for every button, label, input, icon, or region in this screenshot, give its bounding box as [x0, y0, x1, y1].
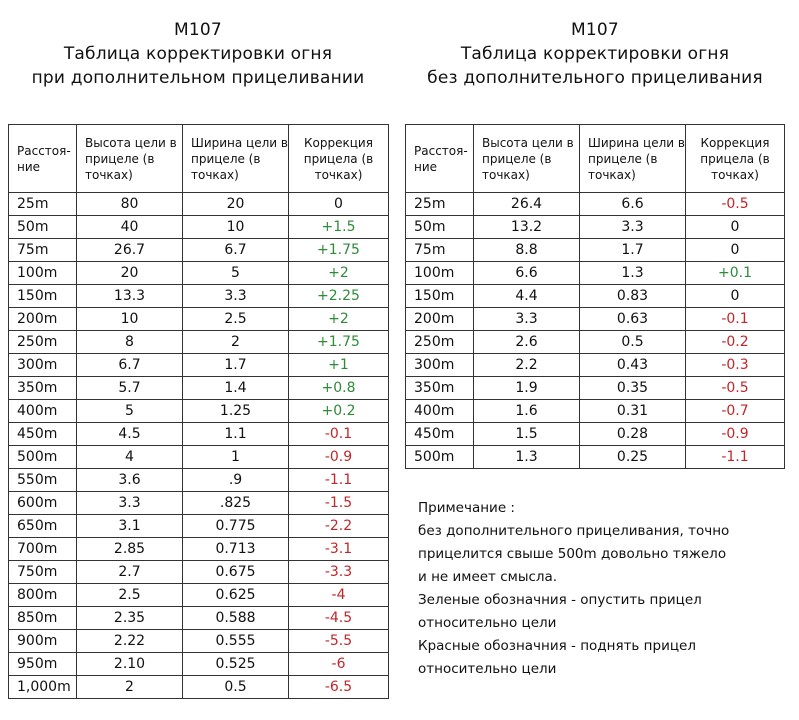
- cell-target-width: 0.31: [580, 400, 686, 423]
- table-row: [406, 446, 785, 469]
- left-subtitle-2: при дополнительном прицеливании: [31, 68, 365, 88]
- cell-target-height: 13.3: [77, 285, 183, 308]
- cell-target-height: 8.8: [474, 239, 580, 262]
- table-row: [406, 423, 785, 446]
- cell-distance: 750m: [9, 561, 77, 584]
- cell-target-height: 2.22: [77, 630, 183, 653]
- cell-distance: 250m: [406, 331, 474, 354]
- cell-correction: -5.5: [289, 630, 389, 653]
- cell-target-width: 1.7: [183, 354, 289, 377]
- table-row: [9, 308, 389, 331]
- table-row: [9, 676, 389, 699]
- cell-distance: 150m: [9, 285, 77, 308]
- cell-correction: -0.9: [289, 446, 389, 469]
- cell-target-width: 6.6: [580, 193, 686, 216]
- table-row: [406, 331, 785, 354]
- table-row: [9, 584, 389, 607]
- table-row: [406, 308, 785, 331]
- cell-target-height: 6.7: [77, 354, 183, 377]
- cell-distance: 50m: [9, 216, 77, 239]
- cell-target-width: 0.713: [183, 538, 289, 561]
- cell-correction: -6: [289, 653, 389, 676]
- cell-distance: 700m: [9, 538, 77, 561]
- note-line: и не имеет смысла.: [418, 569, 558, 585]
- cell-target-height: 2.35: [77, 607, 183, 630]
- cell-target-height: 26.7: [77, 239, 183, 262]
- cell-correction: 0: [686, 285, 785, 308]
- cell-distance: 450m: [406, 423, 474, 446]
- cell-target-height: 3.6: [77, 469, 183, 492]
- cell-distance: 800m: [9, 584, 77, 607]
- header-distance: Расстоя-ние: [9, 125, 77, 193]
- cell-distance: 350m: [406, 377, 474, 400]
- cell-target-height: 1.3: [474, 446, 580, 469]
- cell-distance: 900m: [9, 630, 77, 653]
- cell-distance: 75m: [9, 239, 77, 262]
- cell-correction: +0.2: [289, 400, 389, 423]
- right-panel: [405, 0, 785, 465]
- cell-distance: 550m: [9, 469, 77, 492]
- cell-target-width: 5: [183, 262, 289, 285]
- cell-distance: 600m: [9, 492, 77, 515]
- cell-correction: -6.5: [289, 676, 389, 699]
- cell-target-width: 1: [183, 446, 289, 469]
- header-correction: Коррекция прицела (в точках): [289, 125, 389, 193]
- table-row: [406, 377, 785, 400]
- note-line: относительно цели: [418, 615, 557, 631]
- right-title: M107: [571, 20, 619, 40]
- table-row: [9, 538, 389, 561]
- cell-distance: 25m: [9, 193, 77, 216]
- cell-distance: 100m: [406, 262, 474, 285]
- cell-target-height: 6.6: [474, 262, 580, 285]
- cell-correction: -0.1: [686, 308, 785, 331]
- cell-correction: -0.7: [686, 400, 785, 423]
- table-row: [9, 630, 389, 653]
- cell-target-width: 0.25: [580, 446, 686, 469]
- cell-target-height: 10: [77, 308, 183, 331]
- table-row: [9, 607, 389, 630]
- cell-target-height: 2.10: [77, 653, 183, 676]
- right-heading: [405, 18, 785, 90]
- table-row: [9, 653, 389, 676]
- table-row: [9, 193, 389, 216]
- cell-distance: 75m: [406, 239, 474, 262]
- cell-target-width: 0.63: [580, 308, 686, 331]
- cell-correction: -1.1: [686, 446, 785, 469]
- cell-correction: 0: [686, 239, 785, 262]
- cell-target-width: 0.5: [580, 331, 686, 354]
- cell-target-height: 5: [77, 400, 183, 423]
- cell-correction: +1: [289, 354, 389, 377]
- left-title: M107: [174, 20, 222, 40]
- cell-correction: -4.5: [289, 607, 389, 630]
- cell-target-height: 2: [77, 676, 183, 699]
- cell-target-height: 2.5: [77, 584, 183, 607]
- cell-correction: +2.25: [289, 285, 389, 308]
- table-row: [9, 285, 389, 308]
- cell-distance: 50m: [406, 216, 474, 239]
- header-target-width: Ширина цели в прицеле (в точках): [183, 125, 289, 193]
- cell-distance: 25m: [406, 193, 474, 216]
- cell-target-width: 1.25: [183, 400, 289, 423]
- cell-target-height: 1.6: [474, 400, 580, 423]
- cell-correction: -4: [289, 584, 389, 607]
- cell-target-height: 3.3: [474, 308, 580, 331]
- cell-distance: 100m: [9, 262, 77, 285]
- table-row: [9, 354, 389, 377]
- cell-target-width: 20: [183, 193, 289, 216]
- cell-target-height: 4: [77, 446, 183, 469]
- table-row: [9, 262, 389, 285]
- cell-target-width: 0.525: [183, 653, 289, 676]
- cell-target-width: 1.7: [580, 239, 686, 262]
- cell-target-width: 0.555: [183, 630, 289, 653]
- cell-distance: 650m: [9, 515, 77, 538]
- cell-distance: 200m: [406, 308, 474, 331]
- table-row: [9, 239, 389, 262]
- cell-distance: 1,000m: [9, 676, 77, 699]
- table-row: [9, 492, 389, 515]
- cell-target-width: 3.3: [183, 285, 289, 308]
- cell-correction: -2.2: [289, 515, 389, 538]
- table-row: [9, 331, 389, 354]
- cell-correction: +0.1: [686, 262, 785, 285]
- cell-target-height: 13.2: [474, 216, 580, 239]
- cell-target-width: 0.5: [183, 676, 289, 699]
- cell-distance: 300m: [406, 354, 474, 377]
- cell-target-width: 0.28: [580, 423, 686, 446]
- cell-correction: -0.5: [686, 377, 785, 400]
- cell-target-height: 3.1: [77, 515, 183, 538]
- cell-target-width: 2.5: [183, 308, 289, 331]
- table-row: [406, 216, 785, 239]
- cell-distance: 350m: [9, 377, 77, 400]
- table-row: [9, 400, 389, 423]
- note-line: без дополнительного прицеливания, точно: [418, 523, 730, 539]
- left-header-row: [9, 125, 389, 193]
- cell-target-height: 1.5: [474, 423, 580, 446]
- table-row: [9, 561, 389, 584]
- cell-target-width: 6.7: [183, 239, 289, 262]
- cell-target-width: .825: [183, 492, 289, 515]
- cell-distance: 200m: [9, 308, 77, 331]
- cell-distance: 850m: [9, 607, 77, 630]
- cell-correction: -0.2: [686, 331, 785, 354]
- cell-target-width: .9: [183, 469, 289, 492]
- cell-correction: -1.1: [289, 469, 389, 492]
- header-distance: Расстоя-ние: [406, 125, 474, 193]
- cell-correction: -0.1: [289, 423, 389, 446]
- left-table-body: [9, 193, 389, 699]
- table-row: [9, 216, 389, 239]
- right-header-row: [406, 125, 785, 193]
- cell-target-height: 3.3: [77, 492, 183, 515]
- note-line: Красные обозначния - поднять прицел: [418, 638, 696, 654]
- cell-target-width: 1.4: [183, 377, 289, 400]
- cell-distance: 300m: [9, 354, 77, 377]
- left-panel: [8, 0, 388, 695]
- table-row: [9, 469, 389, 492]
- cell-correction: +0.8: [289, 377, 389, 400]
- cell-target-width: 0.775: [183, 515, 289, 538]
- cell-correction: -0.5: [686, 193, 785, 216]
- cell-correction: 0: [686, 216, 785, 239]
- right-table: [405, 124, 785, 469]
- cell-target-height: 5.7: [77, 377, 183, 400]
- cell-correction: -1.5: [289, 492, 389, 515]
- cell-target-height: 80: [77, 193, 183, 216]
- note-line: прицелится свыше 500m довольно тяжело: [418, 546, 727, 562]
- cell-target-height: 4.5: [77, 423, 183, 446]
- cell-distance: 150m: [406, 285, 474, 308]
- cell-target-width: 0.625: [183, 584, 289, 607]
- cell-correction: -3.3: [289, 561, 389, 584]
- header-target-height: Высота цели в прицеле (в точках): [474, 125, 580, 193]
- cell-target-width: 2: [183, 331, 289, 354]
- cell-target-height: 2.7: [77, 561, 183, 584]
- cell-distance: 400m: [9, 400, 77, 423]
- cell-target-width: 1.3: [580, 262, 686, 285]
- cell-target-width: 0.588: [183, 607, 289, 630]
- cell-correction: +2: [289, 308, 389, 331]
- table-row: [406, 193, 785, 216]
- cell-correction: 0: [289, 193, 389, 216]
- table-row: [9, 377, 389, 400]
- cell-target-height: 2.2: [474, 354, 580, 377]
- cell-target-width: 0.43: [580, 354, 686, 377]
- table-row: [406, 400, 785, 423]
- cell-target-width: 10: [183, 216, 289, 239]
- left-subtitle-1: Таблица корректировки огня: [63, 44, 333, 64]
- cell-target-height: 2.6: [474, 331, 580, 354]
- note-block: [418, 497, 778, 681]
- cell-distance: 500m: [406, 446, 474, 469]
- cell-target-width: 3.3: [580, 216, 686, 239]
- table-row: [406, 239, 785, 262]
- cell-correction: +1.5: [289, 216, 389, 239]
- cell-target-height: 20: [77, 262, 183, 285]
- right-subtitle-2: без дополнительного прицеливания: [427, 68, 763, 88]
- table-row: [9, 446, 389, 469]
- cell-distance: 450m: [9, 423, 77, 446]
- header-target-width: Ширина цели в прицеле (в точках): [580, 125, 686, 193]
- header-correction: Коррекция прицела (в точках): [686, 125, 785, 193]
- cell-target-height: 26.4: [474, 193, 580, 216]
- header-target-height: Высота цели в прицеле (в точках): [77, 125, 183, 193]
- cell-target-height: 4.4: [474, 285, 580, 308]
- cell-correction: +1.75: [289, 331, 389, 354]
- table-row: [9, 423, 389, 446]
- cell-correction: +1.75: [289, 239, 389, 262]
- cell-correction: -3.1: [289, 538, 389, 561]
- cell-target-height: 40: [77, 216, 183, 239]
- left-heading: [8, 18, 388, 90]
- cell-target-width: 1.1: [183, 423, 289, 446]
- table-row: [406, 285, 785, 308]
- table-row: [406, 262, 785, 285]
- cell-distance: 250m: [9, 331, 77, 354]
- table-row: [9, 515, 389, 538]
- left-table: [8, 124, 389, 699]
- cell-correction: +2: [289, 262, 389, 285]
- cell-distance: 500m: [9, 446, 77, 469]
- cell-target-width: 0.83: [580, 285, 686, 308]
- table-row: [406, 354, 785, 377]
- right-subtitle-1: Таблица корректировки огня: [460, 44, 730, 64]
- cell-distance: 950m: [9, 653, 77, 676]
- cell-target-height: 1.9: [474, 377, 580, 400]
- right-table-body: [406, 193, 785, 469]
- cell-target-width: 0.35: [580, 377, 686, 400]
- note-line: Зеленые обозначния - опустить прицел: [418, 592, 702, 608]
- cell-correction: -0.3: [686, 354, 785, 377]
- cell-target-height: 2.85: [77, 538, 183, 561]
- cell-target-width: 0.675: [183, 561, 289, 584]
- note-title: Примечание :: [418, 500, 515, 516]
- note-line: относительно цели: [418, 661, 557, 677]
- cell-target-height: 8: [77, 331, 183, 354]
- cell-correction: -0.9: [686, 423, 785, 446]
- cell-distance: 400m: [406, 400, 474, 423]
